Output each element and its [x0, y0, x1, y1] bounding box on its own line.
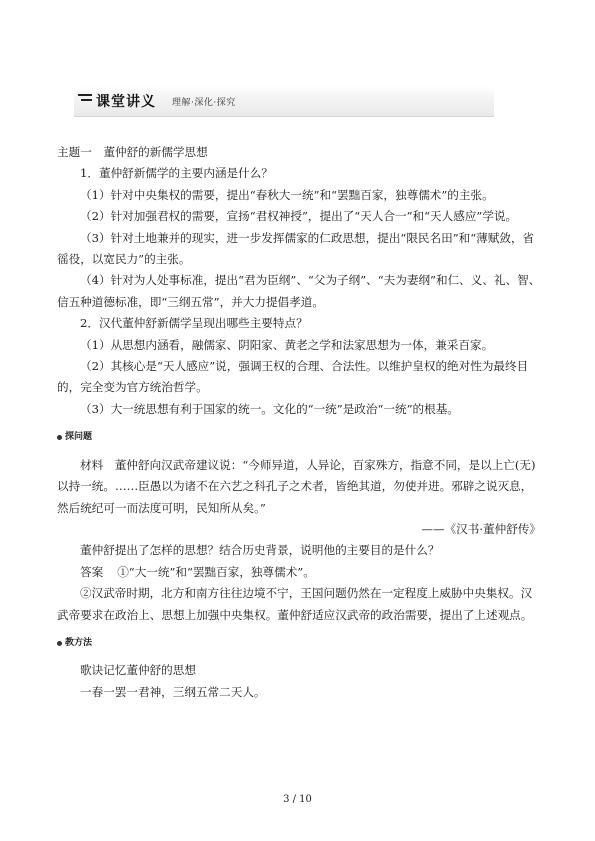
lines-icon — [78, 94, 92, 106]
mnemonic-rhyme: 一春一罢一君神，三纲五常二天人。 — [80, 684, 266, 699]
material-text: 材料 董仲舒向汉武帝建议说：“今师异道，人异论，百家殊方，指意不同，是以上亡(无)以持一统。……臣愚以为诸不在六艺之科孔子之术者，皆绝其道，勿使并进。邪辟之说灭息，然后统纪可一而法度可明，民知所从矣。” — [57, 457, 536, 515]
answer-2-item-3: （3）大一统思想有利于国家的统一。文化的“一统”是政治“一统”的根基。 — [80, 401, 459, 416]
main-content — [57, 142, 541, 703]
answer-2-item-2: （2）其核心是“天人感应”说，强调王权的合理、合法性。以维护皇权的绝对性为最终目的，完全变为官方统治哲学。 — [57, 359, 529, 395]
section-banner — [74, 86, 494, 117]
answer-1-item-3: （3）针对土地兼并的现实，进一步发挥儒家的仁政思想，提出“限民名田”和“薄赋敛，省徭役，以宽民力”的主张。 — [57, 230, 535, 267]
answer-part-2: ②汉武帝时期，北方和南方往往边境不宁，王国问题仍然在一定程度上威胁中央集权。汉武帝要求在政治上、思想上加强中央集权。董仲舒适应汉武帝的政治需要，提出了上述观点。 — [57, 586, 533, 622]
section-method — [57, 633, 541, 654]
answer-2-item-1: （1）从思想内涵看，融儒家、阴阳家、黄老之学和法家思想为一体，兼采百家。 — [80, 337, 494, 352]
explore-question: 董仲舒提出了怎样的思想？结合历史背景，说明他的主要目的是什么？ — [80, 543, 440, 558]
bullet-icon — [57, 641, 62, 646]
page-number: 3 / 10 — [283, 794, 312, 805]
answer-1-item-1: （1）针对中央集权的需要，提出“春秋大一统”和“罢黜百家，独尊儒术”的主张。 — [80, 187, 494, 202]
bullet-icon — [57, 435, 62, 440]
section-explore — [57, 427, 541, 448]
section-method-label: 教方法 — [65, 637, 93, 648]
answer-1-item-2: （2）针对加强君权的需要，宣扬“君权神授”，提出了“天人合一”和“天人感应”学说。 — [80, 209, 518, 224]
answer-line-1 — [57, 562, 541, 583]
section-explore-label: 探问题 — [65, 432, 93, 443]
answer-label: 答案 — [80, 564, 104, 579]
banner-title: 课堂讲义 — [96, 94, 156, 110]
material-source: ——《汉书·董仲舒传》 — [421, 521, 541, 536]
mnemonic-title: 歌诀记忆董仲舒的思想 — [80, 663, 196, 678]
banner-subtitle: 理解·深化·探究 — [172, 98, 236, 108]
answer-part-1: ①“大一统”和“罢黜百家，独尊儒术”。 — [117, 564, 315, 579]
answer-1-item-4: （4）针对为人处事标准，提出“君为臣纲”、“父为子纲”、“夫为妻纲”和仁、义、礼、智、信五种道德标准，即“三纲五常”，并大力提倡孝道。 — [57, 273, 541, 309]
question-2: 2．汉代董仲舒新儒学呈现出哪些主要特点？ — [80, 316, 308, 331]
topic-heading: 主题一 董仲舒的新儒学思想 — [57, 145, 208, 159]
question-1: 1．董仲舒新儒学的主要内涵是什么？ — [80, 166, 273, 181]
